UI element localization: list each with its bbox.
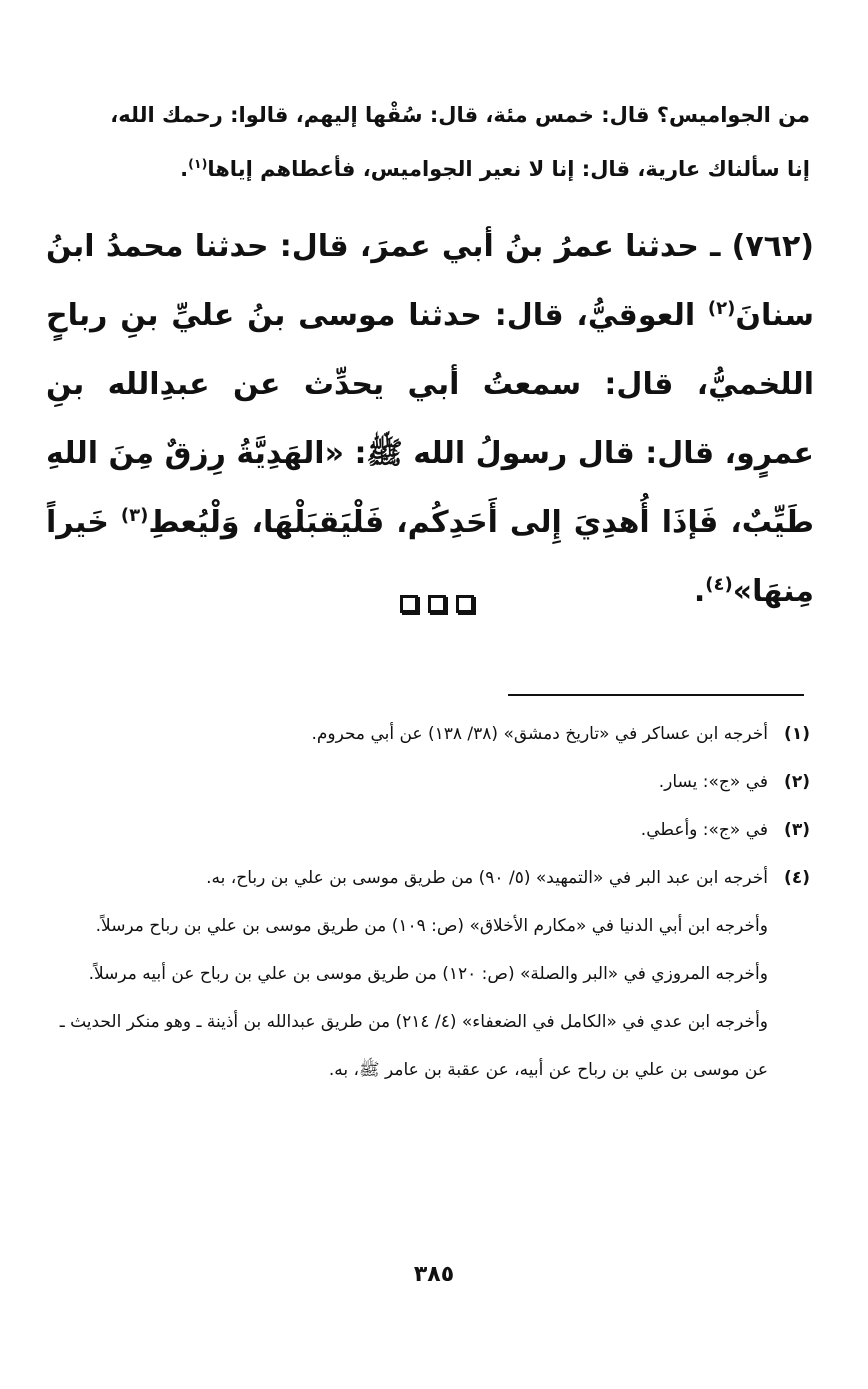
page-number: ٣٨٥ — [413, 1262, 455, 1287]
hadith-number: (٧٦٢) — [731, 229, 814, 264]
intro-line-1: من الجواميس؟ قال: خمس مئة، قال: سُقْها إليهم، قالوا: رحمك الله، — [110, 103, 810, 127]
footnote-separator — [508, 694, 804, 696]
footnote-number: (١) — [784, 724, 810, 744]
hadith-paragraph — [46, 212, 814, 626]
footnote-ref-2: (٢) — [707, 298, 736, 319]
footnote-ref-4: (٤) — [705, 574, 733, 595]
footnote-text: في «ج»: وأعطي. — [640, 820, 768, 840]
divider-box-icon — [400, 595, 418, 613]
footnote-2 — [50, 758, 810, 806]
hadith-text — [46, 212, 814, 626]
intro-line-2-text: إنا سألناك عارية، قال: إنا لا نعير الجواميس، فأعطاهم إياها — [207, 157, 810, 181]
section-divider — [400, 595, 496, 619]
footnote-4 — [50, 854, 810, 1094]
hadith-text-a: ـ حدثنا عمرُ بنُ أبي عمرَ، قال: حدثنا محمدُ ابنُ سنانَ — [46, 229, 814, 333]
footnote-text: أخرجه ابن عساكر في «تاريخ دمشق» (٣٨/ ١٣٨) عن أبي محروم. — [311, 724, 768, 744]
intro-line-2-end: . — [180, 157, 189, 181]
footnote-number: (٢) — [784, 772, 810, 792]
footnote-text: وأخرجه المروزي في «البر والصلة» (ص: ١٢٠) من طريق موسى بن علي بن رباح عن أبيه مرسلاً. — [88, 964, 768, 984]
footnote-number: (٤) — [784, 868, 810, 888]
footnote-ref-3: (٣) — [120, 505, 149, 526]
footnote-text: وأخرجه ابن عدي في «الكامل في الضعفاء» (٤/ ٢١٤) من طريق عبدالله بن أذينة ـ وهو منكر الحديث ـ عن موسى بن علي بن رباح عن أبيه، عن عقبة بن عامر ﷺ، به. — [59, 1012, 768, 1080]
hadith-text-d: . — [693, 574, 706, 609]
footnotes — [50, 710, 810, 1094]
footnote-number: (٣) — [784, 820, 810, 840]
intro-paragraph — [50, 88, 810, 196]
divider-box-icon — [456, 595, 474, 613]
intro-line-2 — [50, 142, 810, 196]
footnote-text: في «ج»: يسار. — [658, 772, 768, 792]
divider-box-icon — [428, 595, 446, 613]
footnote-text: أخرجه ابن عبد البر في «التمهيد» (٥/ ٩٠) من طريق موسى بن علي بن رباح، به. — [206, 868, 768, 888]
footnote-3 — [50, 806, 810, 854]
footnote-text: وأخرجه ابن أبي الدنيا في «مكارم الأخلاق» (ص: ١٠٩) من طريق موسى بن علي بن رباح مرسلاً. — [95, 916, 768, 936]
footnote-1 — [50, 710, 810, 758]
hadith-text-b: العوقيُّ، قال: حدثنا موسى بنُ عليِّ بنِ رباحٍ اللخميُّ، قال: سمعتُ أبي يحدِّث عن عبدِالله بنِ عمرٍو، قال: قال رسولُ الله ﷺ: «الهَدِيَّةُ رِزقٌ مِنَ اللهِ طَيِّبٌ، فَإذَا أُهدِيَ إِلى أَحَدِكُم، فَلْيَقبَلْهَا، وَلْيُعطِ — [46, 298, 814, 540]
hadith-text-c: خَيراً مِنهَا» — [46, 505, 814, 609]
footnote-ref-1: (١) — [188, 156, 208, 171]
